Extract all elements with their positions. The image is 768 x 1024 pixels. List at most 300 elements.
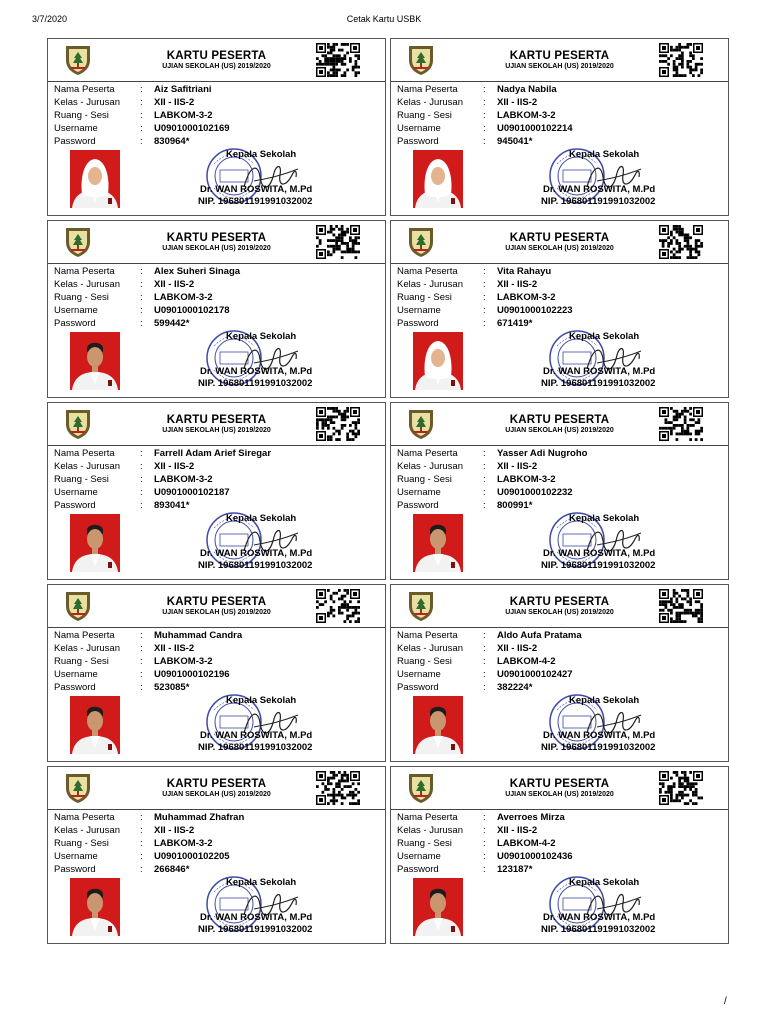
qr-code-icon xyxy=(316,43,360,77)
qr-code-icon xyxy=(659,771,703,805)
field-label: Nama Peserta xyxy=(397,812,458,823)
field-value-password: 945041* xyxy=(497,136,533,147)
field-row-kelas xyxy=(54,96,230,109)
field-value-ruang: LABKOM-3-2 xyxy=(154,474,213,485)
card-title: KARTU PESERTA xyxy=(509,596,610,608)
qr-code-icon xyxy=(659,43,703,77)
card-title: KARTU PESERTA xyxy=(166,778,267,790)
card-subtitle: UJIAN SEKOLAH (US) 2019/2020 xyxy=(505,63,614,70)
principal-name: Dr. WAN ROSWITA, M.Pd xyxy=(543,184,656,195)
field-value-username: U0901000102223 xyxy=(497,305,573,316)
field-row-username xyxy=(54,122,230,135)
field-value-ruang: LABKOM-4-2 xyxy=(497,838,556,849)
field-row-username xyxy=(397,486,587,499)
field-colon: : xyxy=(140,656,143,667)
field-colon: : xyxy=(140,682,143,693)
field-colon: : xyxy=(140,123,143,134)
principal-nip: NIP. 196801191991032002 xyxy=(541,378,656,389)
principal-name: Dr. WAN ROSWITA, M.Pd xyxy=(543,912,656,923)
field-colon: : xyxy=(483,812,486,823)
field-row-username xyxy=(54,850,244,863)
kepala-sekolah-label: Kepala Sekolah xyxy=(226,877,297,888)
field-label: Ruang - Sesi xyxy=(54,838,109,849)
field-colon: : xyxy=(483,474,486,485)
principal-name: Dr. WAN ROSWITA, M.Pd xyxy=(200,548,313,559)
qr-code-icon xyxy=(316,589,360,623)
participant-card xyxy=(390,402,729,580)
field-label: Nama Peserta xyxy=(54,812,115,823)
field-colon: : xyxy=(140,266,143,277)
field-label: Kelas - Jurusan xyxy=(54,279,121,290)
participant-card xyxy=(390,766,729,944)
principal-name: Dr. WAN ROSWITA, M.Pd xyxy=(200,366,313,377)
field-colon: : xyxy=(140,474,143,485)
field-colon: : xyxy=(140,461,143,472)
field-label: Kelas - Jurusan xyxy=(54,825,121,836)
field-colon: : xyxy=(483,136,486,147)
student-photo xyxy=(413,150,463,208)
card-title: KARTU PESERTA xyxy=(166,414,267,426)
field-label: Kelas - Jurusan xyxy=(397,97,464,108)
field-row-username xyxy=(397,850,573,863)
field-colon: : xyxy=(140,825,143,836)
field-label: Username xyxy=(54,851,98,862)
header-divider xyxy=(391,627,728,628)
field-row-nama xyxy=(54,811,244,824)
header-divider xyxy=(391,809,728,810)
field-colon: : xyxy=(483,656,486,667)
field-row-username xyxy=(54,486,271,499)
participant-fields xyxy=(54,811,244,876)
field-value-ruang: LABKOM-3-2 xyxy=(154,656,213,667)
principal-name: Dr. WAN ROSWITA, M.Pd xyxy=(543,548,656,559)
header-divider xyxy=(391,263,728,264)
participant-card xyxy=(47,584,386,762)
field-row-kelas xyxy=(54,642,242,655)
field-row-kelas xyxy=(397,642,582,655)
field-value-kelas: XII - IIS-2 xyxy=(154,461,195,472)
field-colon: : xyxy=(483,448,486,459)
field-label: Username xyxy=(397,305,441,316)
field-colon: : xyxy=(140,110,143,121)
participant-card xyxy=(390,584,729,762)
student-photo xyxy=(70,514,120,572)
field-row-kelas xyxy=(397,96,573,109)
field-colon: : xyxy=(140,97,143,108)
field-colon: : xyxy=(483,487,486,498)
field-colon: : xyxy=(483,305,486,316)
field-row-ruang xyxy=(54,291,240,304)
field-row-ruang xyxy=(397,109,573,122)
card-subtitle: UJIAN SEKOLAH (US) 2019/2020 xyxy=(505,245,614,252)
field-row-nama xyxy=(397,265,573,278)
field-label: Nama Peserta xyxy=(54,630,115,641)
field-row-ruang xyxy=(397,291,573,304)
participant-fields xyxy=(54,629,242,694)
field-label: Password xyxy=(397,136,439,147)
field-row-ruang xyxy=(54,655,242,668)
field-value-username: U0901000102232 xyxy=(497,487,573,498)
field-value-kelas: XII - IIS-2 xyxy=(154,643,195,654)
participant-card xyxy=(47,220,386,398)
kepala-sekolah-label: Kepala Sekolah xyxy=(569,149,640,160)
card-subtitle: UJIAN SEKOLAH (US) 2019/2020 xyxy=(162,63,271,70)
field-label: Ruang - Sesi xyxy=(54,474,109,485)
field-row-ruang xyxy=(54,837,244,850)
field-row-nama xyxy=(397,629,582,642)
field-label: Username xyxy=(54,305,98,316)
card-subtitle: UJIAN SEKOLAH (US) 2019/2020 xyxy=(162,791,271,798)
qr-code-icon xyxy=(316,771,360,805)
field-label: Kelas - Jurusan xyxy=(54,461,121,472)
student-figure-icon xyxy=(413,150,463,208)
participant-card xyxy=(47,402,386,580)
page-title: Cetak Kartu USBK xyxy=(346,14,422,24)
student-figure-icon xyxy=(70,150,120,208)
field-value-password: 671419* xyxy=(497,318,533,329)
card-subtitle: UJIAN SEKOLAH (US) 2019/2020 xyxy=(505,609,614,616)
field-value-password: 599442* xyxy=(154,318,190,329)
field-colon: : xyxy=(140,84,143,95)
field-colon: : xyxy=(140,448,143,459)
card-title: KARTU PESERTA xyxy=(166,50,267,62)
field-label: Password xyxy=(397,864,439,875)
field-row-nama xyxy=(54,447,271,460)
field-row-username xyxy=(54,304,240,317)
field-value-nama: Vita Rahayu xyxy=(497,266,552,277)
qr-code-icon xyxy=(659,225,703,259)
student-figure-icon xyxy=(413,696,463,754)
qr-code-icon xyxy=(316,407,360,441)
field-value-kelas: XII - IIS-2 xyxy=(497,825,538,836)
field-label: Password xyxy=(54,864,96,875)
participant-fields xyxy=(397,447,587,512)
card-title: KARTU PESERTA xyxy=(509,778,610,790)
field-colon: : xyxy=(483,864,486,875)
field-colon: : xyxy=(140,838,143,849)
kepala-sekolah-label: Kepala Sekolah xyxy=(569,695,640,706)
field-label: Username xyxy=(54,123,98,134)
principal-nip: NIP. 196801191991032002 xyxy=(541,560,656,571)
qr-code-icon xyxy=(316,225,360,259)
kepala-sekolah-label: Kepala Sekolah xyxy=(226,149,297,160)
field-value-kelas: XII - IIS-2 xyxy=(154,825,195,836)
field-colon: : xyxy=(140,643,143,654)
field-colon: : xyxy=(483,318,486,329)
field-value-password: 123187* xyxy=(497,864,533,875)
field-colon: : xyxy=(140,500,143,511)
student-figure-icon xyxy=(413,878,463,936)
field-row-ruang xyxy=(397,473,587,486)
student-photo xyxy=(413,696,463,754)
student-photo xyxy=(70,696,120,754)
field-row-nama xyxy=(397,83,573,96)
student-figure-icon xyxy=(70,696,120,754)
principal-name: Dr. WAN ROSWITA, M.Pd xyxy=(200,730,313,741)
field-label: Nama Peserta xyxy=(397,630,458,641)
student-photo xyxy=(413,514,463,572)
card-subtitle: UJIAN SEKOLAH (US) 2019/2020 xyxy=(162,609,271,616)
participant-fields xyxy=(54,83,230,148)
field-label: Password xyxy=(54,136,96,147)
principal-nip: NIP. 196801191991032002 xyxy=(541,924,656,935)
principal-name: Dr. WAN ROSWITA, M.Pd xyxy=(200,184,313,195)
field-row-kelas xyxy=(54,278,240,291)
field-colon: : xyxy=(140,318,143,329)
principal-nip: NIP. 196801191991032002 xyxy=(198,742,313,753)
field-label: Ruang - Sesi xyxy=(397,838,452,849)
field-label: Ruang - Sesi xyxy=(54,292,109,303)
card-title: KARTU PESERTA xyxy=(509,414,610,426)
field-value-nama: Yasser Adi Nugroho xyxy=(497,448,588,459)
field-label: Ruang - Sesi xyxy=(54,656,109,667)
field-row-kelas xyxy=(54,460,271,473)
student-photo xyxy=(413,878,463,936)
field-value-username: U0901000102214 xyxy=(497,123,573,134)
field-colon: : xyxy=(483,461,486,472)
field-value-password: 893041* xyxy=(154,500,190,511)
field-label: Kelas - Jurusan xyxy=(54,643,121,654)
student-figure-icon xyxy=(70,878,120,936)
header-divider xyxy=(48,81,385,82)
principal-name: Dr. WAN ROSWITA, M.Pd xyxy=(543,366,656,377)
kepala-sekolah-label: Kepala Sekolah xyxy=(226,331,297,342)
field-value-username: U0901000102205 xyxy=(154,851,230,862)
field-label: Ruang - Sesi xyxy=(397,292,452,303)
field-label: Kelas - Jurusan xyxy=(397,825,464,836)
card-title: KARTU PESERTA xyxy=(166,232,267,244)
kepala-sekolah-label: Kepala Sekolah xyxy=(569,331,640,342)
field-colon: : xyxy=(140,305,143,316)
principal-nip: NIP. 196801191991032002 xyxy=(198,378,313,389)
header-divider xyxy=(48,627,385,628)
field-row-nama xyxy=(54,83,230,96)
card-title: KARTU PESERTA xyxy=(509,232,610,244)
student-photo xyxy=(413,332,463,390)
header-divider xyxy=(391,81,728,82)
field-label: Username xyxy=(54,487,98,498)
participant-fields xyxy=(397,83,573,148)
participant-fields xyxy=(54,447,271,512)
field-colon: : xyxy=(483,630,486,641)
field-value-kelas: XII - IIS-2 xyxy=(154,279,195,290)
field-row-username xyxy=(397,122,573,135)
field-label: Kelas - Jurusan xyxy=(397,279,464,290)
participant-fields xyxy=(397,265,573,330)
kepala-sekolah-label: Kepala Sekolah xyxy=(226,695,297,706)
qr-code-icon xyxy=(659,589,703,623)
field-value-nama: Farrell Adam Arief Siregar xyxy=(154,448,272,459)
field-label: Nama Peserta xyxy=(397,448,458,459)
field-label: Nama Peserta xyxy=(397,266,458,277)
print-date: 3/7/2020 xyxy=(32,14,68,24)
kepala-sekolah-label: Kepala Sekolah xyxy=(569,513,640,524)
card-title: KARTU PESERTA xyxy=(166,596,267,608)
field-colon: : xyxy=(140,669,143,680)
field-row-nama xyxy=(54,265,240,278)
field-label: Nama Peserta xyxy=(54,84,115,95)
field-row-ruang xyxy=(54,109,230,122)
field-value-username: U0901000102436 xyxy=(497,851,573,862)
student-photo xyxy=(70,332,120,390)
header-divider xyxy=(391,445,728,446)
field-value-ruang: LABKOM-3-2 xyxy=(497,474,556,485)
field-value-nama: Nadya Nabila xyxy=(497,84,557,95)
principal-nip: NIP. 196801191991032002 xyxy=(198,196,313,207)
card-subtitle: UJIAN SEKOLAH (US) 2019/2020 xyxy=(162,427,271,434)
field-label: Kelas - Jurusan xyxy=(397,461,464,472)
field-label: Ruang - Sesi xyxy=(397,656,452,667)
field-colon: : xyxy=(140,136,143,147)
field-value-username: U0901000102178 xyxy=(154,305,230,316)
field-colon: : xyxy=(483,825,486,836)
kepala-sekolah-label: Kepala Sekolah xyxy=(569,877,640,888)
field-value-ruang: LABKOM-4-2 xyxy=(497,656,556,667)
participant-fields xyxy=(397,629,582,694)
field-row-kelas xyxy=(397,460,587,473)
field-value-nama: Alex Suheri Sinaga xyxy=(154,266,241,277)
field-value-password: 830964* xyxy=(154,136,190,147)
field-value-ruang: LABKOM-3-2 xyxy=(497,292,556,303)
student-figure-icon xyxy=(70,332,120,390)
field-label: Kelas - Jurusan xyxy=(54,97,121,108)
field-value-nama: Aldo Aufa Pratama xyxy=(497,630,582,641)
principal-name: Dr. WAN ROSWITA, M.Pd xyxy=(543,730,656,741)
field-row-ruang xyxy=(54,473,271,486)
field-value-password: 523085* xyxy=(154,682,190,693)
field-colon: : xyxy=(483,643,486,654)
card-subtitle: UJIAN SEKOLAH (US) 2019/2020 xyxy=(505,427,614,434)
field-row-username xyxy=(397,668,582,681)
field-label: Username xyxy=(397,851,441,862)
participant-card xyxy=(47,766,386,944)
field-value-ruang: LABKOM-3-2 xyxy=(154,292,213,303)
field-value-password: 800991* xyxy=(497,500,533,511)
field-label: Nama Peserta xyxy=(397,84,458,95)
field-value-password: 382224* xyxy=(497,682,533,693)
field-label: Password xyxy=(54,318,96,329)
participant-card xyxy=(47,38,386,216)
header-divider xyxy=(48,445,385,446)
field-value-kelas: XII - IIS-2 xyxy=(497,97,538,108)
field-label: Username xyxy=(397,123,441,134)
field-row-nama xyxy=(397,447,587,460)
field-label: Ruang - Sesi xyxy=(54,110,109,121)
field-value-nama: Muhammad Candra xyxy=(154,630,243,641)
field-value-ruang: LABKOM-3-2 xyxy=(497,110,556,121)
field-colon: : xyxy=(483,110,486,121)
field-colon: : xyxy=(483,851,486,862)
principal-nip: NIP. 196801191991032002 xyxy=(541,196,656,207)
participant-fields xyxy=(397,811,573,876)
field-label: Nama Peserta xyxy=(54,448,115,459)
field-colon: : xyxy=(483,97,486,108)
field-colon: : xyxy=(140,487,143,498)
principal-name: Dr. WAN ROSWITA, M.Pd xyxy=(200,912,313,923)
field-value-kelas: XII - IIS-2 xyxy=(154,97,195,108)
field-value-username: U0901000102187 xyxy=(154,487,230,498)
field-row-ruang xyxy=(397,655,582,668)
field-row-nama xyxy=(54,629,242,642)
field-colon: : xyxy=(483,123,486,134)
field-label: Kelas - Jurusan xyxy=(397,643,464,654)
field-row-kelas xyxy=(397,278,573,291)
field-label: Ruang - Sesi xyxy=(397,110,452,121)
field-value-username: U0901000102427 xyxy=(497,669,573,680)
field-value-kelas: XII - IIS-2 xyxy=(497,279,538,290)
field-value-ruang: LABKOM-3-2 xyxy=(154,110,213,121)
field-value-username: U0901000102196 xyxy=(154,669,230,680)
principal-nip: NIP. 196801191991032002 xyxy=(198,560,313,571)
field-colon: : xyxy=(483,266,486,277)
field-colon: : xyxy=(140,851,143,862)
participant-fields xyxy=(54,265,240,330)
student-figure-icon xyxy=(70,514,120,572)
header-divider xyxy=(48,263,385,264)
field-value-password: 266846* xyxy=(154,864,190,875)
field-colon: : xyxy=(140,812,143,823)
field-value-nama: Aiz Safitriani xyxy=(154,84,212,95)
field-label: Nama Peserta xyxy=(54,266,115,277)
field-value-kelas: XII - IIS-2 xyxy=(497,643,538,654)
field-colon: : xyxy=(140,630,143,641)
field-row-nama xyxy=(397,811,573,824)
card-subtitle: UJIAN SEKOLAH (US) 2019/2020 xyxy=(505,791,614,798)
card-title: KARTU PESERTA xyxy=(509,50,610,62)
field-label: Password xyxy=(397,500,439,511)
field-row-kelas xyxy=(397,824,573,837)
principal-nip: NIP. 196801191991032002 xyxy=(198,924,313,935)
field-row-username xyxy=(54,668,242,681)
student-photo xyxy=(70,878,120,936)
field-colon: : xyxy=(483,292,486,303)
field-colon: : xyxy=(483,500,486,511)
principal-nip: NIP. 196801191991032002 xyxy=(541,742,656,753)
field-colon: : xyxy=(483,838,486,849)
field-row-kelas xyxy=(54,824,244,837)
field-colon: : xyxy=(140,864,143,875)
field-colon: : xyxy=(140,292,143,303)
field-row-username xyxy=(397,304,573,317)
field-label: Username xyxy=(397,669,441,680)
field-label: Username xyxy=(397,487,441,498)
qr-code-icon xyxy=(659,407,703,441)
field-row-ruang xyxy=(397,837,573,850)
student-photo xyxy=(70,150,120,208)
field-value-kelas: XII - IIS-2 xyxy=(497,461,538,472)
field-value-nama: Averroes Mirza xyxy=(497,812,565,823)
student-figure-icon xyxy=(413,514,463,572)
page-footer: / xyxy=(724,996,727,1007)
participant-card xyxy=(390,220,729,398)
participant-card xyxy=(390,38,729,216)
field-label: Password xyxy=(54,500,96,511)
field-colon: : xyxy=(483,682,486,693)
field-value-ruang: LABKOM-3-2 xyxy=(154,838,213,849)
kepala-sekolah-label: Kepala Sekolah xyxy=(226,513,297,524)
field-value-username: U0901000102169 xyxy=(154,123,230,134)
card-subtitle: UJIAN SEKOLAH (US) 2019/2020 xyxy=(162,245,271,252)
student-figure-icon xyxy=(413,332,463,390)
field-label: Password xyxy=(54,682,96,693)
field-colon: : xyxy=(483,669,486,680)
field-label: Password xyxy=(397,682,439,693)
card-grid xyxy=(47,38,729,944)
field-label: Password xyxy=(397,318,439,329)
header-divider xyxy=(48,809,385,810)
field-colon: : xyxy=(483,279,486,290)
field-label: Username xyxy=(54,669,98,680)
